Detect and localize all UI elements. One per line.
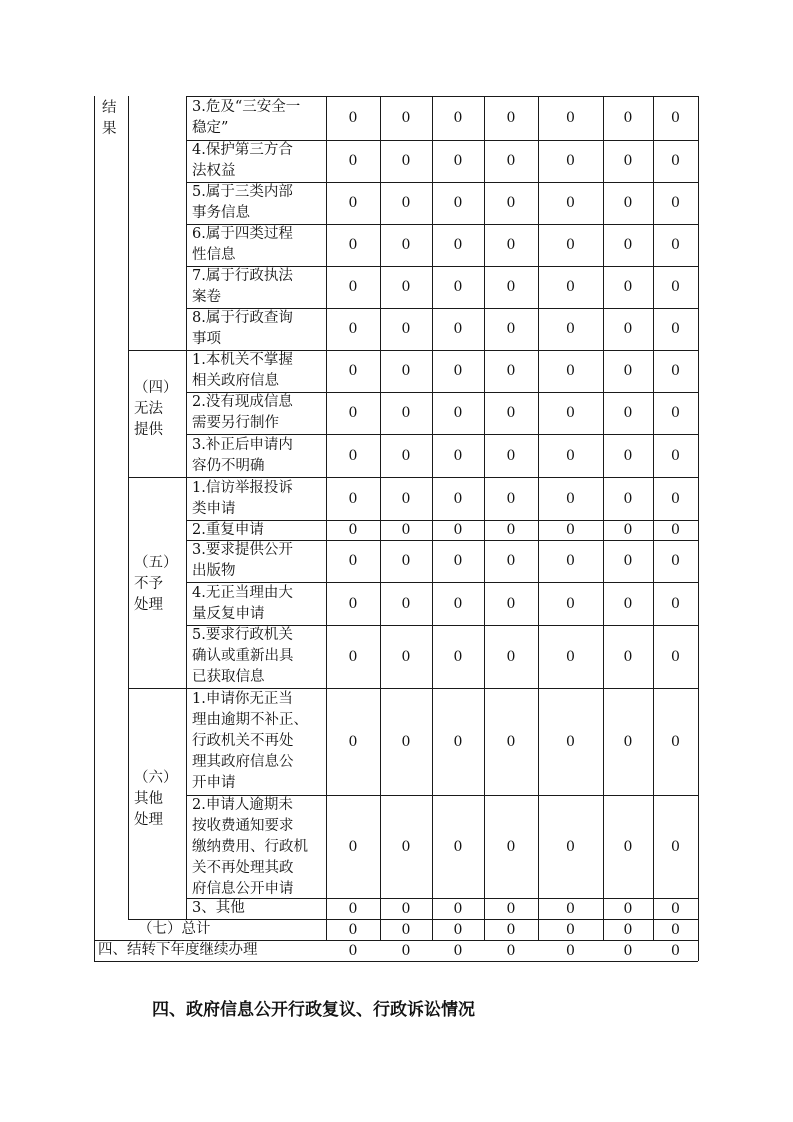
- table-cell-value: 0: [623, 648, 633, 665]
- table-row-label: [192, 898, 245, 919]
- table-cell-value: 0: [506, 490, 516, 507]
- table-cell-value: 0: [401, 237, 411, 253]
- table-cell-value: 0: [566, 195, 575, 211]
- table-row-label-line: 5.属于三类内部: [192, 184, 293, 200]
- table-cell-value: 0: [566, 921, 575, 938]
- table-row-label-line: 6.属于四类过程: [192, 226, 293, 242]
- table-cell-value: 0: [348, 648, 358, 665]
- table-row-label-line: 2.没有现成信息: [192, 394, 293, 410]
- table-cell-value: 0: [401, 921, 411, 938]
- table-cell-value: 0: [566, 447, 575, 464]
- table-cell-value: 0: [506, 195, 516, 211]
- table-cell-value: 0: [401, 321, 411, 337]
- table-cell-value: 0: [348, 490, 358, 507]
- section-heading: 四、政府信息公开行政复议、行政诉讼情况: [152, 1000, 475, 1020]
- table-cell-value: 0: [671, 405, 680, 421]
- table-cell-value: 0: [453, 648, 463, 665]
- table-row-label-line: 3、其他: [192, 900, 245, 916]
- table-row-label: [192, 625, 294, 688]
- table-row-label-line: 稳定”: [192, 120, 229, 136]
- table-cell-value: 0: [348, 279, 358, 295]
- table-row-label-line: 法权益: [192, 163, 236, 179]
- table-cell-value: 0: [671, 595, 680, 612]
- table-cell-value: 0: [566, 490, 575, 507]
- table-rule-vertical: [653, 96, 654, 940]
- table-cell-value: 0: [401, 648, 411, 665]
- table-row-label: [192, 583, 293, 625]
- table-cell-value: 0: [623, 110, 633, 126]
- group-label-line: 无法: [134, 401, 163, 417]
- table-cell-value: 0: [348, 921, 358, 938]
- table-cell-value: 0: [671, 921, 680, 938]
- result-column-label-line: 结: [102, 100, 117, 116]
- table-cell-value: 0: [623, 838, 633, 855]
- table-row-label-line: 开申请: [192, 775, 236, 791]
- table-cell-value: 0: [401, 153, 411, 169]
- table-row-label-line: 事项: [192, 331, 221, 347]
- table-cell-value: 0: [348, 838, 358, 855]
- table-row-label-line: 7.属于行政执法: [192, 268, 293, 284]
- table-cell-value: 0: [453, 153, 463, 169]
- table-cell-value: 0: [453, 900, 463, 917]
- table-cell-value: 0: [401, 279, 411, 295]
- table-row-label-line: 事务信息: [192, 205, 250, 221]
- table-cell-value: 0: [401, 363, 411, 379]
- table-cell-value: 0: [566, 321, 575, 337]
- group-label-line: （五）: [134, 555, 178, 571]
- table-cell-value: 0: [623, 942, 633, 959]
- table-cell-value: 0: [506, 921, 516, 938]
- group-label-line: （四）: [134, 380, 178, 396]
- result-column-label-line: 果: [102, 121, 117, 137]
- table-cell-value: 0: [348, 363, 358, 379]
- table-cell-value: 0: [506, 405, 516, 421]
- table-cell-value: 0: [623, 405, 633, 421]
- table-cell-value: 0: [506, 900, 516, 917]
- table-cell-value: 0: [623, 279, 633, 295]
- table-cell-value: 0: [506, 838, 516, 855]
- table-cell-value: 0: [671, 153, 680, 169]
- table-row-label-line: 5.要求行政机关: [192, 627, 293, 643]
- table-cell-value: 0: [623, 490, 633, 507]
- table-cell-value: 0: [566, 733, 575, 750]
- table-row-label-line: 确认或重新出具: [192, 648, 294, 664]
- group-label: [134, 768, 178, 831]
- table-cell-value: 0: [453, 838, 463, 855]
- table-cell-value: 0: [506, 942, 516, 959]
- table-cell-value: 0: [506, 447, 516, 464]
- table-cell-value: 0: [506, 595, 516, 612]
- table-cell-value: 0: [566, 595, 575, 612]
- table-cell-value: 0: [623, 153, 633, 169]
- table-cell-value: 0: [401, 195, 411, 211]
- table-cell-value: 0: [401, 490, 411, 507]
- table-row-label: [192, 478, 293, 520]
- table-cell-value: 0: [506, 733, 516, 750]
- table-cell-value: 0: [506, 553, 516, 569]
- table-cell-value: 0: [401, 595, 411, 612]
- table-cell-value: 0: [671, 553, 680, 569]
- table-row-label-line: 3.补正后申请内: [192, 436, 293, 453]
- table-cell-value: 0: [623, 447, 633, 464]
- table-cell-value: 0: [566, 942, 575, 959]
- table-cell-value: 0: [401, 405, 411, 421]
- table-cell-value: 0: [506, 522, 516, 538]
- table-row-label-line: 3.危及“三安全一: [192, 99, 301, 115]
- table-rule-vertical: [326, 96, 327, 940]
- table-row-label-line: 按收费通知要求: [192, 818, 294, 834]
- table-cell-value: 0: [566, 553, 575, 569]
- table-cell-value: 0: [348, 237, 358, 253]
- table-rule-horizontal: [128, 919, 698, 920]
- table-cell-value: 0: [623, 363, 633, 379]
- table-row-label: [192, 308, 293, 350]
- table-row-label-line: 1.信访举报投诉: [192, 479, 293, 496]
- table-cell-value: 0: [566, 153, 575, 169]
- table-cell-value: 0: [671, 942, 680, 959]
- table-cell-value: 0: [671, 195, 680, 211]
- table-cell-value: 0: [453, 321, 463, 337]
- table-row-label: [192, 689, 308, 794]
- table-cell-value: 0: [348, 321, 358, 337]
- table-row-label-line: 已获取信息: [192, 669, 265, 685]
- table-cell-value: 0: [671, 321, 680, 337]
- table-cell-value: 0: [623, 553, 633, 569]
- table-rule-horizontal: [128, 477, 186, 478]
- table-cell-value: 0: [506, 321, 516, 337]
- table-cell-value: 0: [506, 153, 516, 169]
- group-label-line: 其他: [134, 791, 163, 807]
- table-cell-value: 0: [453, 237, 463, 253]
- table-row-label-line: 1.本机关不掌握: [192, 352, 293, 368]
- table-cell-value: 0: [671, 838, 680, 855]
- table-cell-value: 0: [671, 363, 680, 379]
- table-rule-vertical: [186, 96, 187, 919]
- table-cell-value: 0: [401, 838, 411, 855]
- table-row-label-line: 1.申请你无正当: [192, 691, 293, 707]
- table-row-label-line: 理其政府信息公: [192, 754, 294, 770]
- table-cell-value: 0: [401, 447, 411, 464]
- table-row-label-line: 行政机关不再处: [192, 733, 294, 749]
- table-row-label: [192, 540, 293, 582]
- table-cell-value: 0: [566, 405, 575, 421]
- table-row-label-line: 缴纳费用、行政机: [192, 839, 308, 855]
- table-rule-horizontal: [186, 898, 698, 899]
- table-cell-value: 0: [453, 279, 463, 295]
- table-row-label: [192, 224, 293, 266]
- table-rule-vertical: [128, 96, 129, 919]
- table-cell-value: 0: [348, 447, 358, 464]
- group-label-line: 处理: [134, 812, 163, 828]
- table-cell-value: 0: [348, 405, 358, 421]
- table-row-label-line: 4.保护第三方合: [192, 142, 293, 158]
- table-cell-value: 0: [453, 942, 463, 959]
- table-cell-value: 0: [623, 237, 633, 253]
- table-cell-value: 0: [453, 553, 463, 569]
- table-cell-value: 0: [623, 321, 633, 337]
- table-row-label-line: 2.申请人逾期未: [192, 797, 293, 813]
- table-row-label-line: 关不再处理其政: [192, 860, 294, 876]
- table-rule-vertical: [432, 96, 433, 940]
- table-row-label-line: 容仍不明确: [192, 457, 265, 474]
- table-row-label: [192, 392, 293, 434]
- table-cell-value: 0: [348, 553, 358, 569]
- table-cell-value: 0: [453, 195, 463, 211]
- table-cell-value: 0: [401, 942, 411, 959]
- table-cell-value: 0: [453, 595, 463, 612]
- table-cell-value: 0: [506, 237, 516, 253]
- table-cell-value: 0: [453, 447, 463, 464]
- table-rule-vertical: [538, 96, 539, 940]
- group-label-line: 提供: [134, 422, 163, 438]
- table-cell-value: 0: [348, 900, 358, 917]
- table-row-label-line: 出版物: [192, 563, 236, 579]
- table-rule-vertical: [603, 96, 604, 940]
- table-cell-value: 0: [671, 110, 680, 126]
- table-cell-value: 0: [671, 900, 680, 917]
- table-cell-value: 0: [566, 279, 575, 295]
- table-row-label-line: 量反复申请: [192, 605, 265, 622]
- table-cell-value: 0: [566, 648, 575, 665]
- table-cell-value: 0: [453, 522, 463, 538]
- table-row-label: [192, 350, 293, 392]
- table-cell-value: 0: [401, 733, 411, 750]
- table-cell-value: 0: [401, 900, 411, 917]
- table-rule-vertical: [484, 96, 485, 940]
- table-row-label-line: 府信息公开申请: [192, 881, 294, 897]
- table-cell-value: 0: [348, 595, 358, 612]
- table-cell-value: 0: [506, 648, 516, 665]
- table-cell-value: 0: [671, 648, 680, 665]
- group-label: [134, 553, 178, 616]
- table-cell-value: 0: [348, 153, 358, 169]
- table-row-label-line: 性信息: [192, 247, 236, 263]
- table-cell-value: 0: [348, 195, 358, 211]
- table-cell-value: 0: [401, 522, 411, 538]
- table-cell-value: 0: [453, 363, 463, 379]
- table-cell-value: 0: [453, 733, 463, 750]
- table-rule-horizontal: [94, 961, 698, 962]
- table-cell-value: 0: [671, 237, 680, 253]
- table-cell-value: 0: [453, 490, 463, 507]
- table-cell-value: 0: [566, 838, 575, 855]
- carry-over-row-label: 四、结转下年度继续办理: [98, 942, 258, 958]
- table-cell-value: 0: [348, 942, 358, 959]
- group-label-line: 处理: [134, 597, 163, 613]
- table-cell-value: 0: [566, 237, 575, 253]
- total-row-label: （七）总计: [138, 921, 211, 937]
- group-label: [134, 378, 178, 441]
- table-row-label-line: 类申请: [192, 500, 236, 517]
- table-cell-value: 0: [623, 900, 633, 917]
- table-cell-value: 0: [566, 363, 575, 379]
- table-cell-value: 0: [566, 110, 575, 126]
- table-cell-value: 0: [671, 522, 680, 538]
- group-label-line: （六）: [134, 770, 178, 786]
- table-cell-value: 0: [506, 279, 516, 295]
- table-row-label-line: 2.重复申请: [192, 522, 264, 538]
- result-column-label: [102, 98, 117, 140]
- table-cell-value: 0: [671, 447, 680, 464]
- table-cell-value: 0: [401, 110, 411, 126]
- table-rule-vertical: [94, 96, 95, 961]
- table-row-label: [192, 520, 264, 541]
- table-cell-value: 0: [623, 522, 633, 538]
- table-row-label: [192, 266, 293, 308]
- table-row-label-line: 需要另行制作: [192, 415, 279, 431]
- table-row-label: [192, 182, 293, 224]
- table-row-label: [192, 795, 308, 900]
- table-cell-value: 0: [623, 733, 633, 750]
- table-cell-value: 0: [348, 522, 358, 538]
- table-row-label: [192, 97, 300, 139]
- table-cell-value: 0: [401, 553, 411, 569]
- table-cell-value: 0: [623, 195, 633, 211]
- table-cell-value: 0: [566, 522, 575, 538]
- table-rule-vertical: [698, 96, 699, 961]
- table-cell-value: 0: [623, 921, 633, 938]
- table-cell-value: 0: [671, 733, 680, 750]
- table-cell-value: 0: [453, 110, 463, 126]
- table-cell-value: 0: [671, 279, 680, 295]
- table-cell-value: 0: [671, 490, 680, 507]
- table-rule-horizontal: [128, 688, 186, 689]
- table-row-label-line: 理由逾期不补正、: [192, 712, 308, 728]
- table-row-label-line: 4.无正当理由大: [192, 584, 293, 601]
- table-cell-value: 0: [348, 733, 358, 750]
- table-cell-value: 0: [623, 595, 633, 612]
- table-rule-horizontal: [128, 350, 186, 351]
- table-cell-value: 0: [506, 110, 516, 126]
- table-row-label-line: 8.属于行政查询: [192, 310, 293, 326]
- table-cell-value: 0: [453, 921, 463, 938]
- table-row-label-line: 案卷: [192, 289, 221, 305]
- table-cell-value: 0: [506, 363, 516, 379]
- table-cell-value: 0: [453, 405, 463, 421]
- table-row-label-line: 相关政府信息: [192, 373, 279, 389]
- table-row-label: [192, 435, 293, 477]
- table-cell-value: 0: [566, 900, 575, 917]
- table-row-label-line: 3.要求提供公开: [192, 542, 293, 558]
- table-cell-value: 0: [348, 110, 358, 126]
- table-row-label: [192, 140, 293, 182]
- group-label-line: 不予: [134, 576, 163, 592]
- table-rule-vertical: [380, 96, 381, 940]
